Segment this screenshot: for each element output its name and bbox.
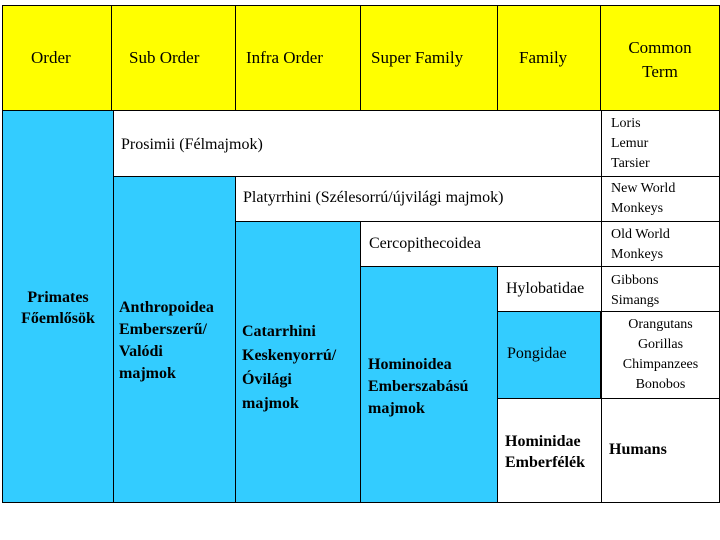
term-pongidae: Orangutans Gorillas Chimpanzees Bonobos: [622, 317, 699, 392]
label-hominoidea: Hominoidea Emberszabású majmok: [368, 356, 469, 417]
term-prosimii: Loris Lemur Tarsier: [611, 116, 650, 171]
label-hominidae: Hominidae Emberfélék: [505, 433, 585, 471]
label-prosimii: Prosimii (Félmajmok): [121, 136, 263, 153]
header-common-term: Common Term: [628, 38, 692, 81]
header-infra-order: Infra Order: [246, 48, 323, 67]
label-cercopithecoidea: Cercopithecoidea: [369, 235, 481, 252]
term-cercopithecoidea: Old World Monkeys: [611, 227, 670, 262]
term-platyrrhini: New World Monkeys: [611, 181, 676, 216]
label-platyrrhini: Platyrrhini (Szélesorrú/újvilági majmok): [243, 189, 504, 206]
term-hominidae: Humans: [609, 441, 667, 458]
header-order: Order: [31, 48, 71, 67]
label-hylobatidae: Hylobatidae: [506, 280, 585, 297]
header-family: Family: [519, 48, 568, 67]
label-anthropoidea: Anthropoidea Emberszerű/ Valódi majmok: [119, 299, 214, 382]
label-catarrhini: Catarrhini Keskenyorrú/ Óvilági majmok: [242, 323, 337, 412]
label-pongidae: Pongidae: [507, 345, 567, 362]
header-super-family: Super Family: [371, 48, 464, 67]
label-primates: Primates Főemlősök: [21, 289, 95, 327]
term-hylobatidae: Gibbons Simangs: [611, 273, 660, 308]
header-sub-order: Sub Order: [129, 48, 200, 67]
